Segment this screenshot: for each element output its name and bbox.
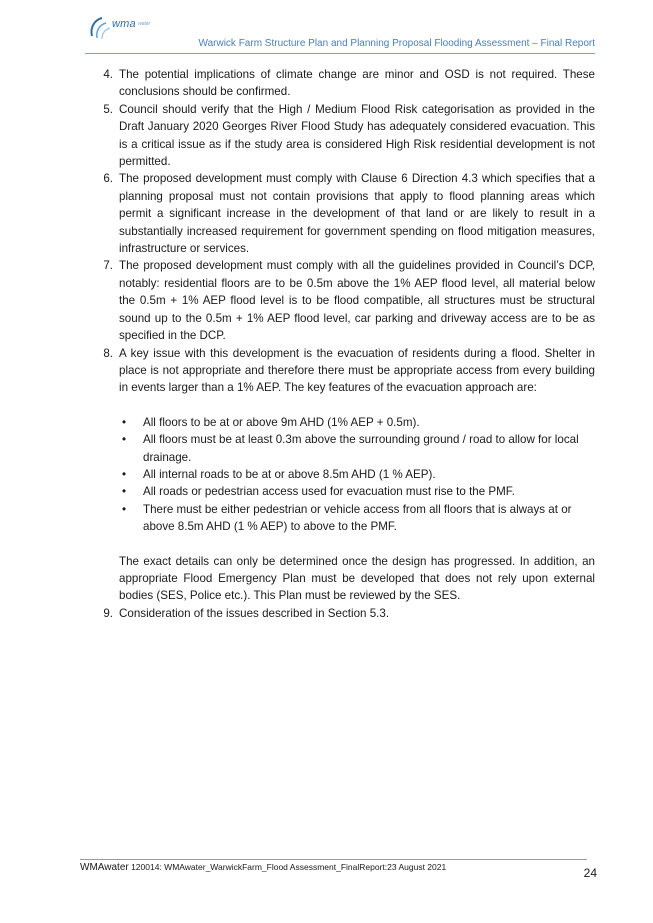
document-title: Warwick Farm Structure Plan and Planning Proposal Flooding Assessment – Final Report [198,38,595,49]
item-text: Consideration of the issues described in Section 5.3. [119,606,390,620]
item-text: Council should verify that the High / Medium Flood Risk categorisation as provided in the Draft January 2020 Georges River Flood Study has adequately considered evacuation. This is a critical issue as if the study area is considered High Risk residential development is not permitted. [119,102,595,169]
footer-doc-ref: 120014: WMAwater_WarwickFarm_Flood Assessment_FinalReport:23 August 2021 [128,862,447,872]
bullet-icon: • [122,467,127,481]
bullet-text: All internal roads to be at or above 8.5m AHD (1 % AEP). [143,467,436,481]
bullet-item [119,431,595,466]
bullet-text: All floors must be at least 0.3m above the surrounding ground / road to allow for local drainage. [143,433,579,464]
page-number: 24 [583,866,597,880]
bullet-text: There must be either pedestrian or vehicle access from all floors that is always at or above 8.5m AHD (1 % AEP) to above to the PMF. [143,502,572,534]
footer-reference [80,862,446,873]
list-item [95,170,595,257]
recommendations-list [95,66,595,622]
bullet-text: All floors to be at or above 9m AHD (1% AEP + 0.5m). [143,415,420,429]
bullet-item [119,501,595,536]
list-item [95,605,595,622]
bullet-icon: • [122,485,127,499]
footer-brand: WMAwater [80,862,129,873]
item-number: 9. [103,606,113,620]
item-text: The proposed development must comply with Clause 6 Direction 4.3 which specifies that a planning proposal must not contain provisions that apply to flood planning areas which permit a significant increase in the development of that land or are likely to result in a substantially increased requirement for government spending on flood mitigation measures, infrastructure or services. [119,172,595,256]
item-number: 4. [103,68,113,81]
list-item [95,66,595,101]
item-number: 8. [103,346,113,360]
company-logo [88,14,178,50]
logo-text: wma [112,18,136,30]
bullet-text: All roads or pedestrian access used for evacuation must rise to the PMF. [143,485,515,499]
list-item [95,101,595,171]
bullet-item [119,483,595,500]
logo-subtext: water [138,21,151,27]
footer-divider [80,859,587,860]
followup-paragraph: The exact details can only be determined once the design has progressed. In addition, an appropriate Flood Emergency Plan must be developed that does not rely upon external bodies (SES, Police etc.). This Plan must be reviewed by the SES. [119,554,595,603]
evacuation-features-list [119,414,595,536]
bullet-item [119,466,595,483]
list-item [95,257,595,344]
bullet-item [119,414,595,431]
item-text: A key issue with this development is the evacuation of residents during a flood. Shelter in place is not appropriate and therefore there must be appropriate access from every building in events larger than a 1% AEP. The key features of the evacuation approach are: [119,346,595,395]
bullet-icon: • [122,502,127,516]
item-number: 5. [103,102,113,116]
page-body [95,66,595,622]
item-text: The potential implications of climate change are minor and OSD is not required. These conclusions should be confirmed. [119,68,595,99]
item-number: 6. [103,172,113,186]
list-item [95,345,595,605]
bullet-icon: • [122,433,127,447]
item-text: The proposed development must comply with all the guidelines provided in Council’s DCP, notably: residential floors are to be 0.5m above the 1% AEP flood level, all material below the 0.5m + 1% AEP flood level is to be flood compatible, all structures must be structural sound up to the 0.5m + 1% AEP flood level, car parking and driveway access are to be as specified in the DCP. [119,259,595,343]
item-number: 7. [103,259,113,273]
header-divider [85,53,595,54]
wave-logo-icon [88,14,114,42]
bullet-icon: • [122,415,127,429]
